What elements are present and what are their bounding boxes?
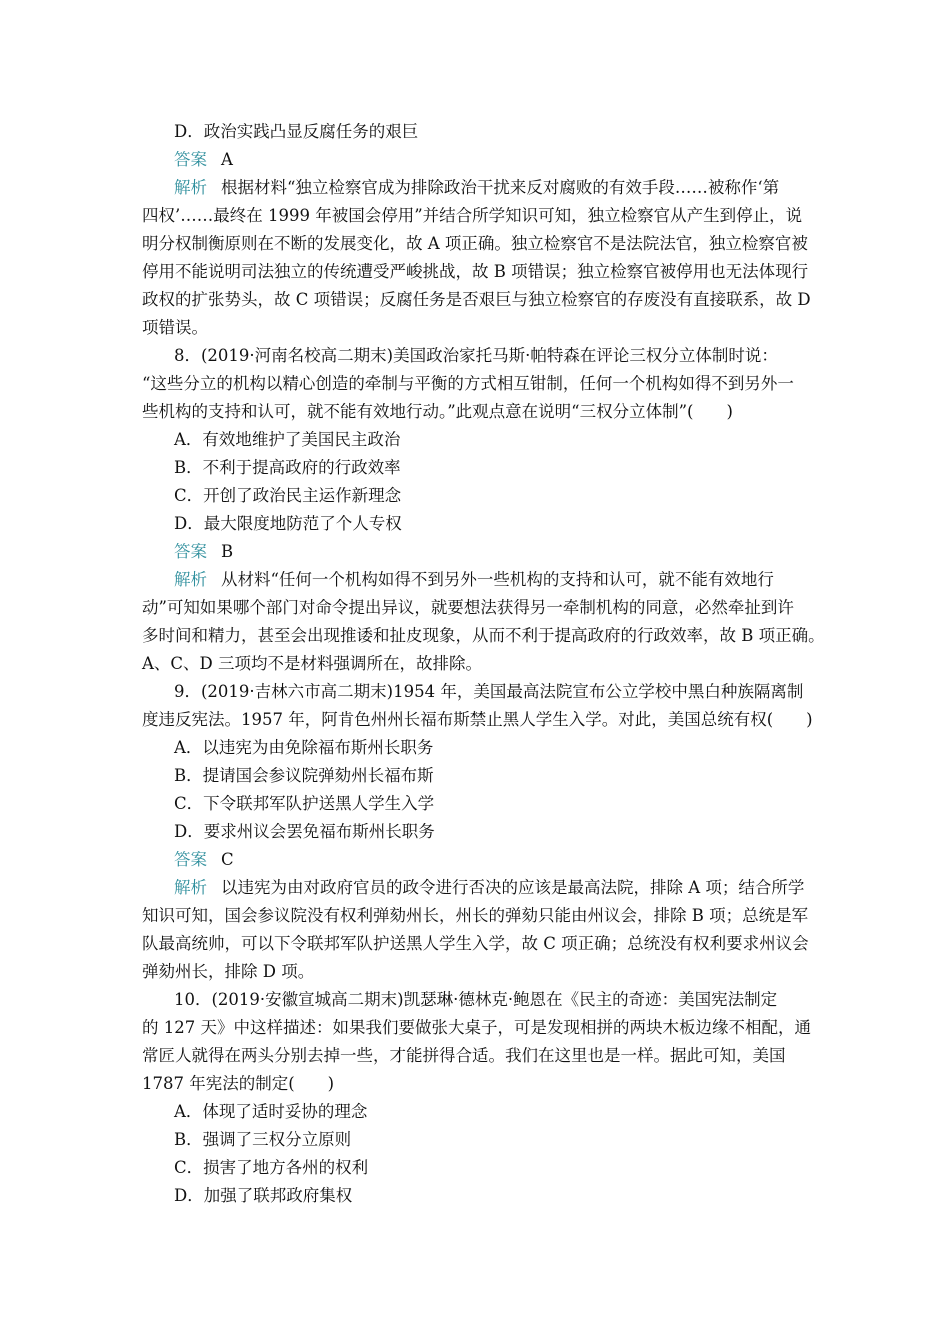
analysis-label: 解析 <box>174 178 207 197</box>
q8-option-a: A．有效地维护了美国民主政治 <box>174 430 401 449</box>
q7-option-d: D．政治实践凸显反腐任务的艰巨 <box>174 122 419 141</box>
answer-value: C <box>221 850 234 869</box>
q10-stem-line: 10．(2019·安徽宣城高二期末)凯瑟琳·德林克·鲍恩在《民主的奇迹：美国宪法制定 <box>174 990 778 1009</box>
q9-analysis-line: 弹劾州长，排除 D 项。 <box>142 962 315 981</box>
q10-option-c: C．损害了地方各州的权利 <box>174 1158 369 1177</box>
q8-stem-line: “这些分立的机构以精心创造的牵制与平衡的方式相互钳制，任何一个机构如得不到另外一 <box>142 374 794 393</box>
q9-stem-line: 9．(2019·吉林六市高二期末)1954 年，美国最高法院宣布公立学校中黑白种族隔离制 <box>174 682 804 701</box>
analysis-label: 解析 <box>174 878 207 897</box>
q9-analysis-line: 队最高统帅，可以下令联邦军队护送黑人学生入学，故 C 项正确；总统没有权利要求州议会 <box>142 934 809 953</box>
q9-stem-line: 度违反宪法。1957 年，阿肯色州州长福布斯禁止黑人学生入学。对此，美国总统有权( ) <box>142 710 813 729</box>
q7-answer <box>174 146 233 174</box>
q9-option-c: C．下令联邦军队护送黑人学生入学 <box>174 794 435 813</box>
q10-stem-line: 常匠人就得在两头分别去掉一些，才能拼得合适。我们在这里也是一样。据此可知，美国 <box>142 1046 786 1065</box>
q7-analysis-line: 停用不能说明司法独立的传统遭受严峻挑战，故 B 项错误；独立检察官被停用也无法体现行 <box>142 262 809 281</box>
answer-label: 答案 <box>174 150 207 169</box>
answer-value: B <box>221 542 234 561</box>
q8-analysis-line: 动”可知如果哪个部门对命令提出异议，就要想法获得另一牵制机构的同意，必然牵扯到许 <box>142 598 794 617</box>
q9-option-d: D．要求州议会罢免福布斯州长职务 <box>174 822 435 841</box>
answer-value: A <box>221 150 233 169</box>
q7-analysis-line: 明分权制衡原则在不断的发展变化，故 A 项正确。独立检察官不是法院法官，独立检察官被 <box>142 234 808 253</box>
q8-analysis-line: 多时间和精力，甚至会出现推诿和扯皮现象，从而不利于提高政府的行政效率，故 B 项正确。 <box>142 626 825 645</box>
q10-option-b: B．强调了三权分立原则 <box>174 1130 352 1149</box>
q10-stem-line: 的 127 天》中这样描述：如果我们要做张大桌子，可是发现相拼的两块木板边缘不相配，通 <box>142 1018 811 1037</box>
q9-answer <box>174 846 234 874</box>
q8-option-b: B．不利于提高政府的行政效率 <box>174 458 401 477</box>
answer-label: 答案 <box>174 542 207 561</box>
q8-analysis-line: A、C、D 三项均不是材料强调所在，故排除。 <box>142 654 483 673</box>
q7-analysis-line: 解析 根据材料“独立检察官成为排除政治干扰来反对腐败的有效手段……被称作‘第 <box>174 178 780 197</box>
q10-option-a: A．体现了适时妥协的理念 <box>174 1102 368 1121</box>
q8-stem-line: 8．(2019·河南名校高二期末)美国政治家托马斯·帕特森在评论三权分立体制时说： <box>174 346 778 365</box>
q10-option-d: D．加强了联邦政府集权 <box>174 1186 353 1205</box>
q7-analysis-line: 四权’……最终在 1999 年被国会停用”并结合所学知识可知，独立检察官从产生到停止，说 <box>142 206 803 225</box>
analysis-label: 解析 <box>174 570 207 589</box>
answer-label: 答案 <box>174 850 207 869</box>
q8-answer <box>174 538 233 566</box>
q8-option-c: C．开创了政治民主运作新理念 <box>174 486 402 505</box>
q8-stem-line: 些机构的支持和认可，就不能有效地行动。”此观点意在说明“三权分立体制”( ) <box>142 402 733 421</box>
q7-analysis-line: 项错误。 <box>142 318 208 337</box>
q9-option-b: B．提请国会参议院弹劾州长福布斯 <box>174 766 434 785</box>
q9-option-a: A．以违宪为由免除福布斯州长职务 <box>174 738 434 757</box>
q10-stem-line: 1787 年宪法的制定( ) <box>142 1074 335 1093</box>
q8-analysis-line: 解析 从材料“任何一个机构如得不到另外一些机构的支持和认可，就不能有效地行 <box>174 570 774 589</box>
q8-option-d: D．最大限度地防范了个人专权 <box>174 514 402 533</box>
q9-analysis-line: 解析 以违宪为由对政府官员的政令进行否决的应该是最高法院，排除 A 项；结合所学 <box>174 878 805 897</box>
q9-analysis-line: 知识可知，国会参议院没有权利弹劾州长，州长的弹劾只能由州议会，排除 B 项；总统是军 <box>142 906 809 925</box>
q7-analysis-line: 政权的扩张势头，故 C 项错误；反腐任务是否艰巨与独立检察官的存废没有直接联系，故 D <box>142 290 811 309</box>
